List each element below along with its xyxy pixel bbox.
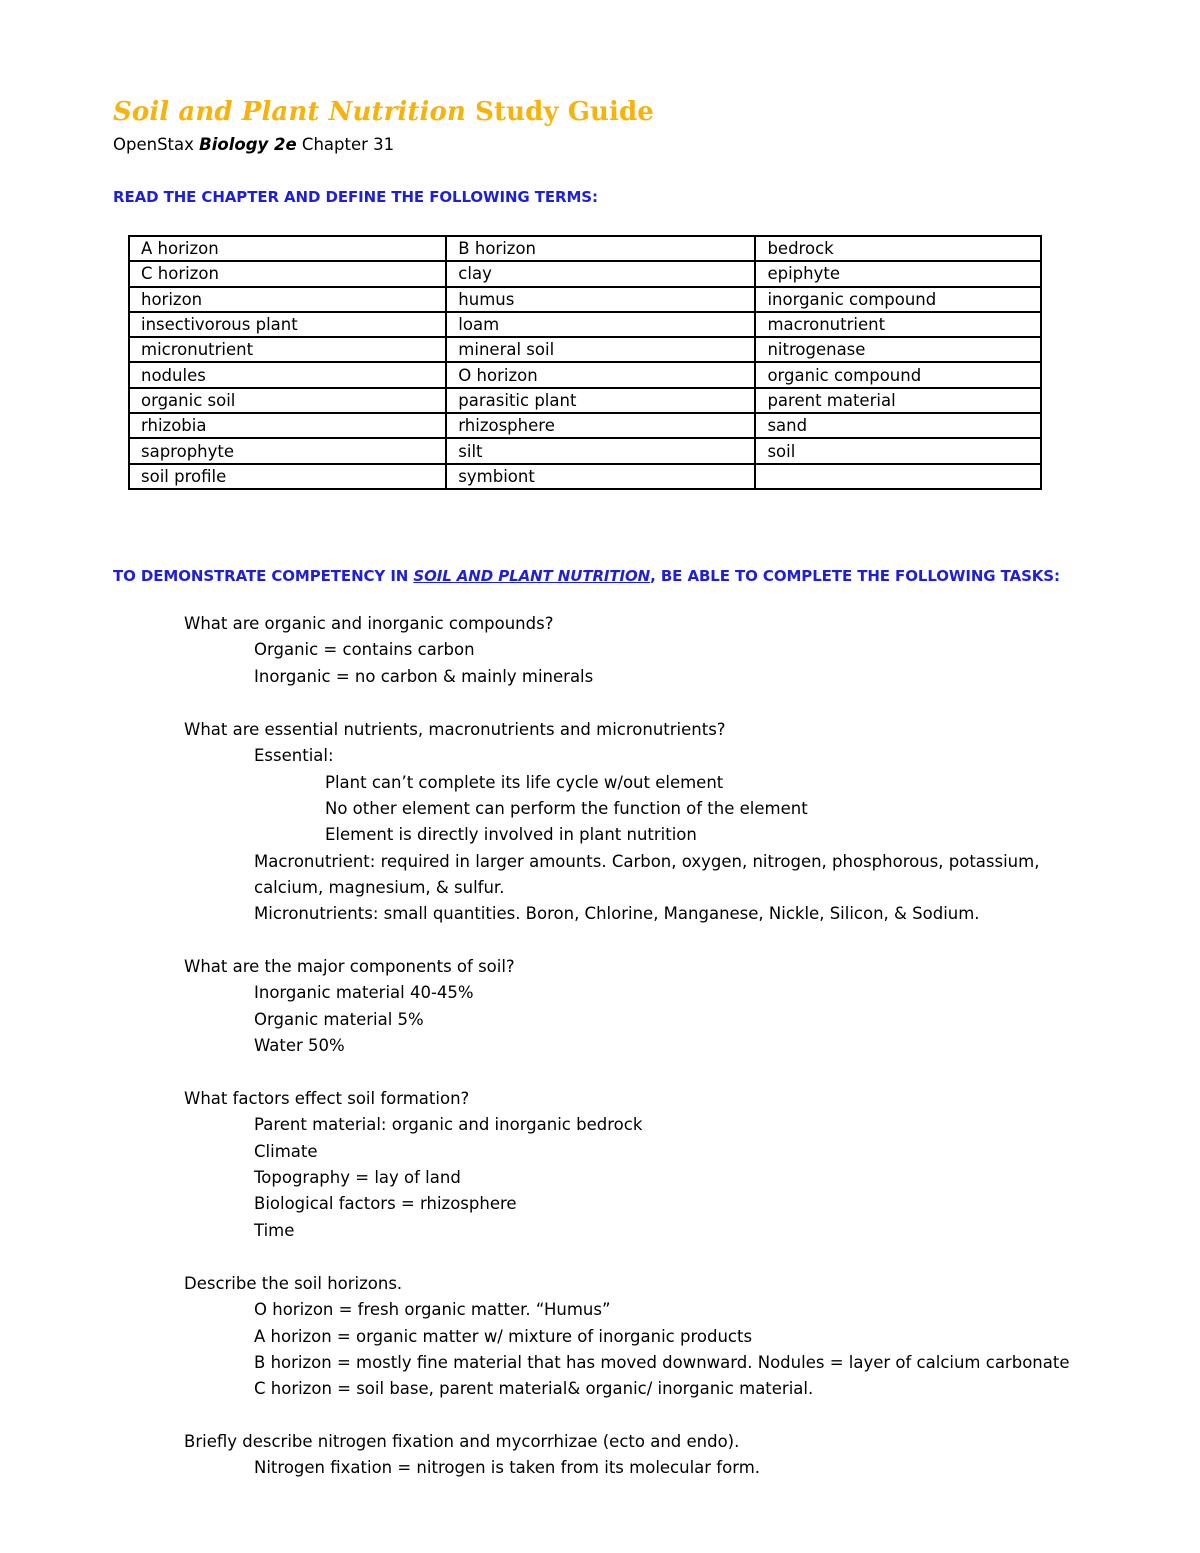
term-cell: mineral soil bbox=[446, 337, 755, 362]
term-cell: bedrock bbox=[755, 236, 1041, 261]
answer-text: C horizon = soil base, parent material& organic/ inorganic material. bbox=[254, 1379, 814, 1399]
term-cell: clay bbox=[446, 261, 755, 286]
term-cell: humus bbox=[446, 287, 755, 312]
sub-answer-text: Plant can’t complete its life cycle w/out element bbox=[325, 772, 724, 792]
answer-text: Macronutrient: required in larger amounts. Carbon, oxygen, nitrogen, phosphorous, potassium, bbox=[254, 851, 1040, 871]
table-row bbox=[129, 438, 1041, 463]
term-cell: rhizosphere bbox=[446, 413, 755, 438]
question-text: What are the major components of soil? bbox=[184, 957, 515, 976]
answer-text: Inorganic = no carbon & mainly minerals bbox=[254, 666, 594, 686]
term-cell bbox=[755, 464, 1041, 489]
term-cell: insectivorous plant bbox=[129, 312, 446, 337]
table-row bbox=[129, 287, 1041, 312]
terms-table bbox=[128, 235, 1042, 490]
term-cell: inorganic compound bbox=[755, 287, 1041, 312]
answer-text: Time bbox=[254, 1220, 295, 1240]
question-text: What are essential nutrients, macronutrients and micronutrients? bbox=[184, 720, 726, 739]
term-cell: sand bbox=[755, 413, 1041, 438]
term-cell: A horizon bbox=[129, 236, 446, 261]
term-cell: soil bbox=[755, 438, 1041, 463]
term-cell: symbiont bbox=[446, 464, 755, 489]
answer-text: Biological factors = rhizosphere bbox=[254, 1194, 517, 1214]
answer-text: Climate bbox=[254, 1141, 318, 1161]
table-row bbox=[129, 236, 1041, 261]
answer-text: Micronutrients: small quantities. Boron, Chlorine, Manganese, Nickle, Silicon, & Sodium. bbox=[254, 904, 980, 924]
table-row bbox=[129, 413, 1041, 438]
title-suffix: Study Guide bbox=[465, 97, 654, 127]
question-text: What factors effect soil formation? bbox=[184, 1089, 470, 1108]
answer-text: A horizon = organic matter w/ mixture of inorganic products bbox=[254, 1326, 753, 1346]
answer-text: Nitrogen fixation = nitrogen is taken from its molecular form. bbox=[254, 1458, 761, 1478]
term-cell: B horizon bbox=[446, 236, 755, 261]
answer-text: Topography = lay of land bbox=[254, 1167, 461, 1187]
terms-heading: READ THE CHAPTER AND DEFINE THE FOLLOWING TERMS: bbox=[113, 188, 598, 206]
term-cell: parasitic plant bbox=[446, 388, 755, 413]
terms-table-body bbox=[129, 236, 1041, 489]
term-cell: nitrogenase bbox=[755, 337, 1041, 362]
tasks-heading bbox=[113, 567, 1060, 585]
term-cell: O horizon bbox=[446, 362, 755, 387]
term-cell: horizon bbox=[129, 287, 446, 312]
table-row bbox=[129, 337, 1041, 362]
term-cell: rhizobia bbox=[129, 413, 446, 438]
table-row bbox=[129, 362, 1041, 387]
answer-text: Organic = contains carbon bbox=[254, 640, 475, 660]
term-cell: saprophyte bbox=[129, 438, 446, 463]
answer-text: O horizon = fresh organic matter. “Humus” bbox=[254, 1300, 611, 1320]
answer-text: Water 50% bbox=[254, 1035, 345, 1055]
term-cell: loam bbox=[446, 312, 755, 337]
question-text: Briefly describe nitrogen fixation and mycorrhizae (ecto and endo). bbox=[184, 1432, 740, 1451]
term-cell: macronutrient bbox=[755, 312, 1041, 337]
answer-text: Organic material 5% bbox=[254, 1009, 424, 1029]
sub-answer-text: No other element can perform the function of the element bbox=[325, 798, 808, 818]
subtitle-chapter: Chapter 31 bbox=[296, 135, 395, 154]
tasks-heading-pre: TO DEMONSTRATE COMPETENCY IN bbox=[113, 567, 414, 585]
term-cell: silt bbox=[446, 438, 755, 463]
term-cell: C horizon bbox=[129, 261, 446, 286]
table-row bbox=[129, 388, 1041, 413]
term-cell: nodules bbox=[129, 362, 446, 387]
term-cell: parent material bbox=[755, 388, 1041, 413]
table-row bbox=[129, 261, 1041, 286]
term-cell: organic compound bbox=[755, 362, 1041, 387]
answer-text: Parent material: organic and inorganic bedrock bbox=[254, 1115, 643, 1135]
question-text: What are organic and inorganic compounds? bbox=[184, 614, 554, 633]
answer-text: Inorganic material 40-45% bbox=[254, 983, 474, 1003]
tasks-heading-topic: SOIL AND PLANT NUTRITION bbox=[413, 567, 651, 585]
title-topic: Soil and Plant Nutrition bbox=[113, 97, 466, 127]
term-cell: epiphyte bbox=[755, 261, 1041, 286]
term-cell: micronutrient bbox=[129, 337, 446, 362]
table-row bbox=[129, 464, 1041, 489]
question-text: Describe the soil horizons. bbox=[184, 1274, 403, 1293]
subtitle bbox=[113, 135, 394, 154]
term-cell: organic soil bbox=[129, 388, 446, 413]
term-cell: soil profile bbox=[129, 464, 446, 489]
answer-text: B horizon = mostly fine material that has moved downward. Nodules = layer of calcium carbonate bbox=[254, 1352, 1070, 1372]
answer-text: Essential: bbox=[254, 746, 334, 766]
sub-answer-text: Element is directly involved in plant nutrition bbox=[325, 825, 697, 845]
subtitle-publisher: OpenStax bbox=[113, 135, 200, 154]
subtitle-book: Biology 2e bbox=[199, 135, 297, 154]
answer-continued-text: calcium, magnesium, & sulfur. bbox=[254, 877, 505, 897]
page-title bbox=[113, 97, 654, 127]
tasks-heading-post: , BE ABLE TO COMPLETE THE FOLLOWING TASKS: bbox=[650, 567, 1060, 585]
table-row bbox=[129, 312, 1041, 337]
